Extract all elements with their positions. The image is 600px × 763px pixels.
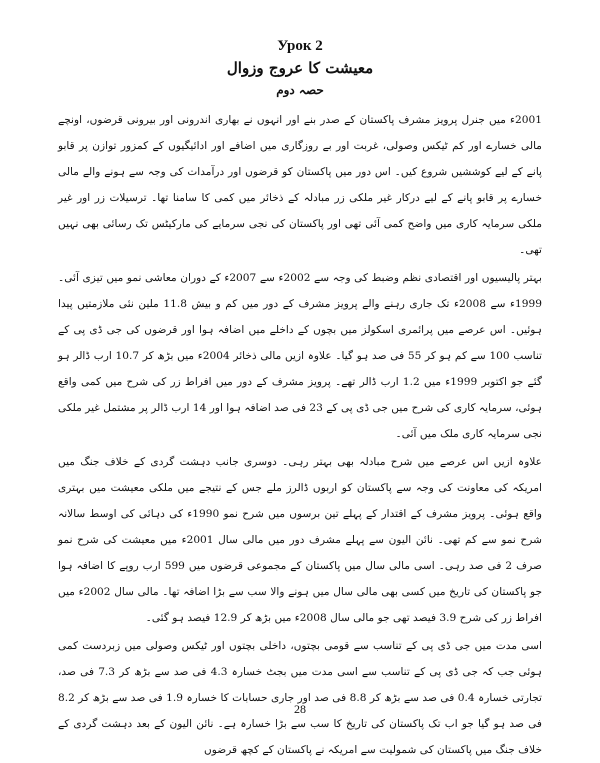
lesson-title: Урок 2 — [277, 38, 323, 54]
section-subheading: حصہ دوم — [276, 83, 324, 97]
chapter-heading: معیشت کا عروج وزوال — [226, 59, 374, 77]
paragraph-4: اسی مدت میں جی ڈی پی کے تناسب سے قومی بچتوں، داخلی بچتوں اور ٹیکس وصولی میں زبردست کمی ہوئی جب کہ جی ڈی پی کے تناسب سے اسی مدت میں بجٹ خسارہ 4.3 فی صد سے بڑھ کر 7.3 فی صد، تجارتی خسارہ 0.4 فی صد سے بڑھ کر 8.8 فی صد اور جاری حسابات کا خسارہ 1.9 فی صد سے بڑھ کر 8.2 فی صد ہو گیا جو اب تک پاکستان کی تاریخ کا سب سے بڑا خسارہ ہے۔ نائن الیون کے بعد دہشت گردی کے خلاف جنگ میں پاکستان کی شمولیت سے امریکہ نے پاکستان کے کچھ قرضوں — [58, 640, 542, 756]
page-number: 28 — [294, 702, 306, 716]
paragraph-3: علاوہ ازیں اس عرصے میں شرح مبادلہ بھی بہتر رہی۔ دوسری جانب دہشت گردی کے خلاف جنگ میں امریکہ کی معاونت کی وجہ سے پاکستان کو اربوں ڈالرز ملے جس کے نتیجے میں ملکی معیشت میں بہتری واقع ہوئی۔ پرویز مشرف کے اقتدار کے پہلے تین برسوں میں شرح نمو 1990ء کی دہائی کی اوسط سالانہ شرح نمو سے کم تھی۔ نائن الیون سے پہلے مشرف دور میں مالی سال 2001ء میں معیشت کی شرح نمو صرف 2 فی صد رہی۔ اسی مالی سال میں پاکستان کے مجموعی قرضوں میں 599 ارب روپے کا اضافہ ہوا جو پاکستان کی تاریخ میں کسی بھی مالی سال میں ہونے والا سب سے بڑا اضافہ تھا۔ مالی سال 2002ء میں افراط زر کی شرح 3.9 فیصد تھی جو مالی سال 2008ء میں بڑھ کر 12.9 فیصد ہو گئی۔ — [58, 456, 542, 624]
paragraph-1: 2001ء میں جنرل پرویز مشرف پاکستان کے صدر بنے اور انہوں نے بھاری اندرونی اور بیرونی قرضوں، اونچے مالی خسارے اور کم ٹیکس وصولی، غربت اور بے روزگاری میں اضافے اور ادائیگیوں کے کمزور توازن پر قابو پانے کے لیے کوششیں شروع کیں۔ اس دور میں پاکستان کو قرضوں اور درآمدات کی وجہ سے ہونے والے مالی خسارے پر قابو پانے کے لیے درکار غیر ملکی زر مبادلہ کے ذخائر میں کمی کا سامنا تھا۔ ترسیلات زر اور غیر ملکی سرمایہ کاری میں واضح کمی آئی تھی اور پاکستان کی نجی سرمایے کی مارکیٹس تک رسائی بھی نہیں تھی۔ — [58, 114, 542, 256]
paragraph-2: بہتر پالیسیوں اور اقتصادی نظم وضبط کی وجہ سے 2002ء سے 2007ء کے دوران معاشی نمو میں تیزی آئی۔ 1999ء سے 2008ء تک جاری رہنے والے پرویز مشرف کے دور میں کم و بیش 11.8 ملین نئی ملازمتیں پیدا ہوئیں۔ اس عرصے میں پرائمری اسکولز میں بچوں کے داخلے میں اضافہ ہوا اور قرضوں کی جی ڈی پی کے تناسب 100 سے کم ہو کر 55 فی صد ہو گیا۔ علاوہ ازیں مالی ذخائر 2004ء میں بڑھ کر 10.7 ارب ڈالر ہو گئے جو اکتوبر 1999ء میں 1.2 ارب ڈالر تھے۔ پرویز مشرف کے دور میں افراط زر کی شرح میں کمی واقع ہوئی، سرمایہ کاری کی شرح میں جی ڈی پی کے 23 فی صد اضافہ ہوا اور 14 ارب ڈالر پر مشتمل غیر ملکی نجی سرمایہ کاری ملک میں آئی۔ — [58, 272, 542, 440]
